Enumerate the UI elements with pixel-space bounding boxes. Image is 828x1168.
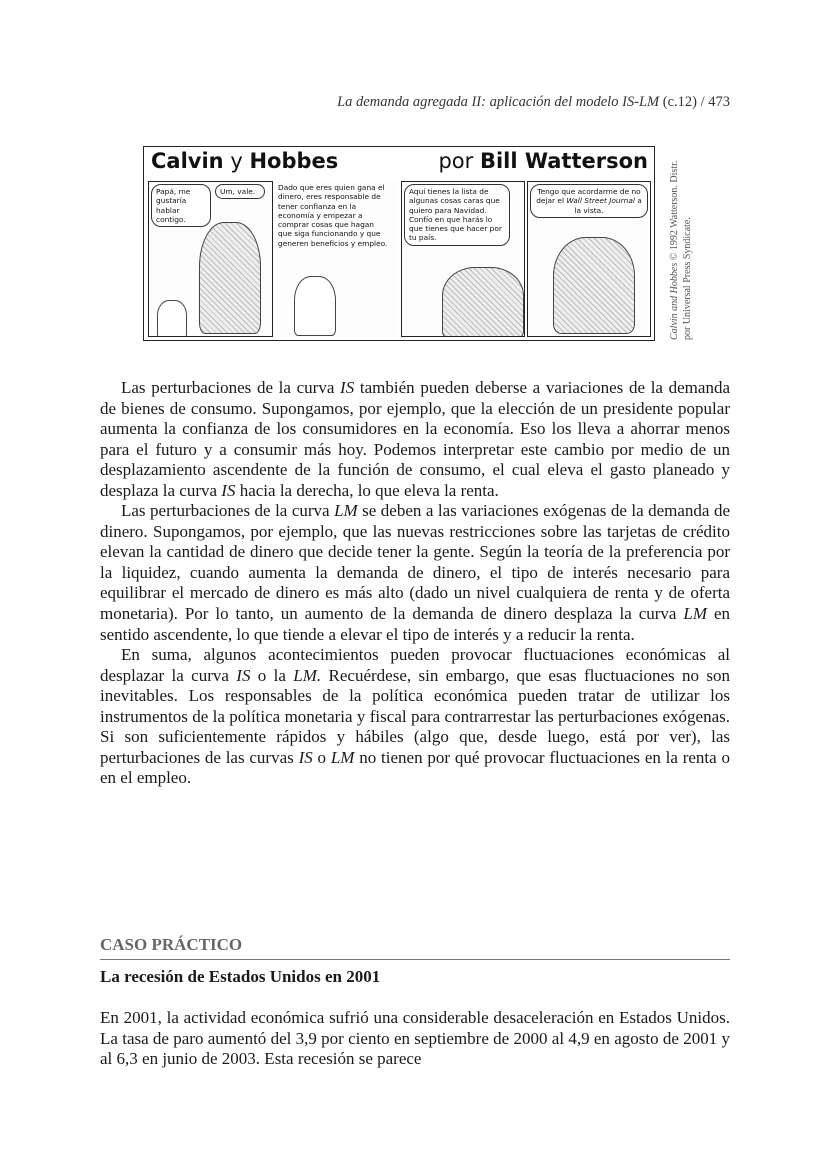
text-run: hacia la derecha, lo que eleva la renta.	[235, 480, 499, 500]
comic-panel-1	[148, 181, 273, 337]
paragraph	[100, 501, 730, 645]
italic-term: LM.	[293, 665, 322, 685]
text-run: o la	[250, 665, 294, 685]
italic-term: LM	[330, 747, 355, 767]
comic-credit	[668, 145, 694, 340]
italic-term: IS	[298, 747, 313, 767]
speech-balloon	[530, 184, 648, 218]
comic-author	[438, 149, 648, 173]
paragraph	[100, 645, 730, 789]
text-run: no tienen por qué provocar fluctuaciones en la renta o en el empleo.	[100, 747, 730, 788]
text-run: también pueden deberse a variaciones de la demanda de bienes de consumo. Supongamos, por ejemplo, que la elección de un presidente popular aumenta la confianza de los consumidores en la economía. Eso los lleva a ahorrar menos para el futuro y a consumir más hoy. Podemos interpretar este cambio por medio de un desplazamiento ascendente de la función de consumo, el cual eleva el gasto planeado y desplaza la curva	[100, 378, 730, 500]
paragraph	[100, 378, 730, 501]
comic-strip	[143, 146, 655, 341]
text-run: Las perturbaciones de la curva	[121, 378, 341, 397]
text-run: Las perturbaciones de la curva	[121, 501, 335, 521]
text-run: o	[312, 747, 331, 767]
credit-text: © 1992 Watterson. Distr. por Universal Press Syndicate.	[669, 160, 693, 340]
comic-title-y: y	[230, 149, 243, 173]
text-run: Recuérdese, sin embargo, que esas fluctuaciones no son inevitables. Los responsables de la política económica pueden tratar de utilizar los instrumentos de la política monetaria y fiscal para contrarrestar las perturbaciones exógenas. Si son suficientemente rápidos y hábiles (algo que, desde luego, está por ver), las perturbaciones de las curvas	[100, 665, 730, 767]
body-text	[100, 378, 730, 789]
italic-term: IS	[221, 480, 236, 500]
balloon-text-italic: Wall Street Journal	[566, 196, 635, 206]
running-title: La demanda agregada II: aplicación del modelo IS-LM	[337, 94, 660, 110]
italic-term: IS	[340, 378, 355, 397]
dad-armchair-drawing	[442, 267, 524, 337]
chapter-ref: (c.12)	[662, 94, 697, 110]
balloon-text: a la vista.	[574, 196, 642, 215]
separator: /	[700, 94, 705, 110]
speech-balloon: Um, vale.	[215, 184, 265, 199]
italic-term: LM	[683, 604, 708, 624]
speech-balloon: Aquí tienes la lista de algunas cosas caras que quiero para Navidad. Confío en que harás lo que tienes que hacer por tu país.	[404, 184, 510, 246]
calvin-drawing	[294, 276, 336, 336]
case-study-title: La recesión de Estados Unidos en 2001	[100, 967, 381, 986]
calvin-drawing	[157, 300, 187, 337]
case-study	[100, 935, 730, 1070]
text-run: se deben a las variaciones exógenas de la demanda de dinero. Supongamos, por ejemplo, que las nuevas restricciones sobre las tarjetas de crédito elevan la cantidad de dinero que decide tener la gente. Según la teoría de la preferencia por la liquidez, cuando aumenta la demanda de dinero, el tipo de interés necesario para equilibrar el mercado de dinero es más alto (dado un nivel cualquiera de renta y de oferta monetaria). Por lo tanto, un aumento de la demanda de dinero desplaza la curva	[100, 501, 730, 624]
comic-panel-2	[274, 181, 398, 337]
comic-title	[151, 149, 338, 173]
text-run: En suma, algunos acontecimientos pueden provocar fluctuaciones económicas al desplazar la curva	[100, 645, 730, 685]
speech-balloon: Papá, me gustaría hablar contigo.	[151, 184, 211, 227]
comic-by: por	[438, 149, 474, 173]
comic-title-hobbes: Hobbes	[249, 149, 339, 173]
text-run: en sentido ascendente, lo que tiende a elevar el tipo de interés y a reducir la renta.	[100, 604, 731, 644]
comic-title-calvin: Calvin	[151, 149, 224, 173]
italic-term: LM	[334, 501, 358, 521]
speech-text: Dado que eres quien gana el dinero, eres responsable de tener confianza en la economía y empezar a comprar cosas que hagan que siga funcionando y que generen beneficios y empleo.	[278, 183, 388, 248]
case-study-label: CASO PRÁCTICO	[100, 935, 730, 960]
dad-armchair-drawing	[553, 237, 635, 334]
balloon-text: Tengo que acordarme de no dejar el	[536, 187, 641, 206]
page-number: 473	[708, 94, 730, 110]
comic-panel-4	[527, 181, 651, 337]
dad-armchair-drawing	[199, 222, 261, 334]
case-study-text: En 2001, la actividad económica sufrió una considerable desaceleración en Estados Unidos. La tasa de paro aumentó del 3,9 por ciento en septiembre de 2000 al 4,9 en agosto de 2001 y al 6,3 en junio de 2003. Esta recesión se parece	[100, 1008, 730, 1069]
running-header	[337, 94, 730, 111]
comic-panel-3	[401, 181, 525, 337]
italic-term: IS	[236, 665, 251, 685]
credit-italic: Calvin and Hobbes	[669, 262, 680, 340]
comic-author-name: Bill Watterson	[479, 149, 648, 173]
